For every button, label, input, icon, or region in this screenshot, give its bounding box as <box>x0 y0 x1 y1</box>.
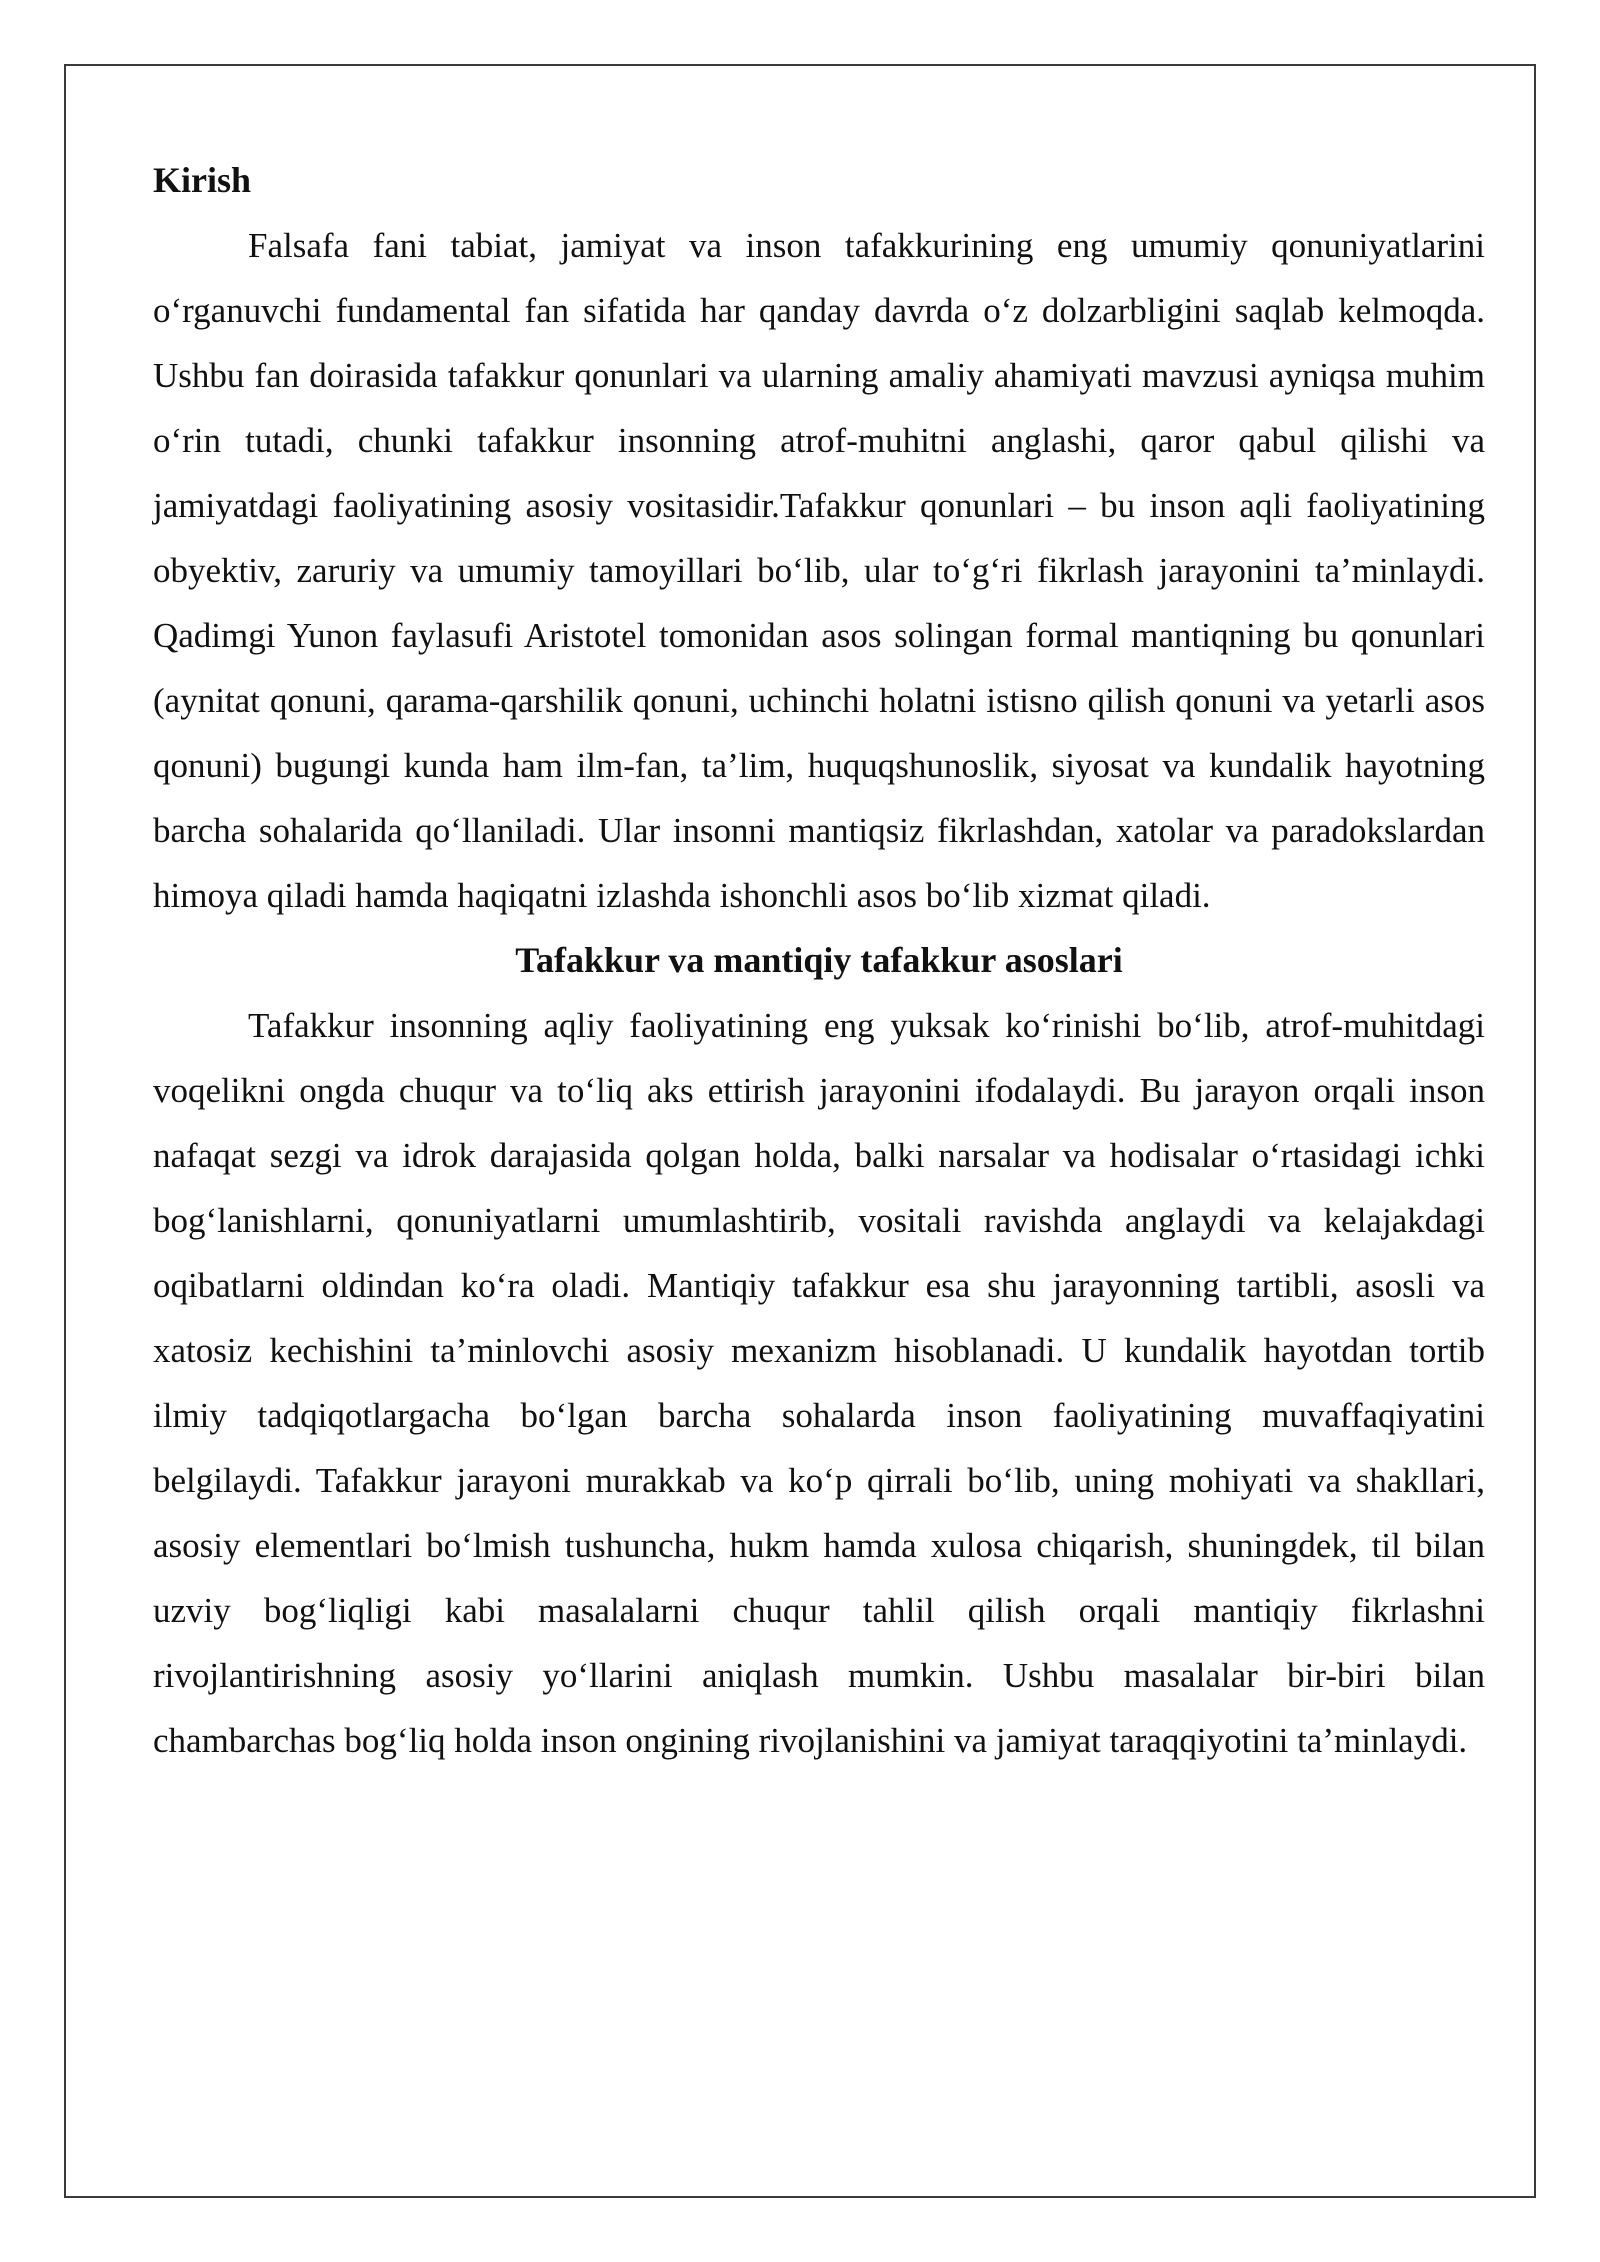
document-body <box>153 148 1485 1773</box>
section1-paragraph: Tafakkur insonning aqliy faoliyatining eng yuksak ko‘rinishi bo‘lib, atrof-muhitdagi voqelikni ongda chuqur va to‘liq aks ettirish jarayonini ifodalaydi. Bu jarayon orqali inson nafaqat sezgi va idrok darajasida qolgan holda, balki narsalar va hodisalar o‘rtasidagi ichki bog‘lanishlarni, qonuniyatlarni umumlashtirib, vositali ravishda anglaydi va kelajakdagi oqibatlarni oldindan ko‘ra oladi. Mantiqiy tafakkur esa shu jarayonning tartibli, asosli va xatosiz kechishini ta’minlovchi asosiy mexanizm hisoblanadi. U kundalik hayotdan tortib ilmiy tadqiqotlargacha bo‘lgan barcha sohalarda inson faoliyatining muvaffaqiyatini belgilaydi. Tafakkur jarayoni murakkab va ko‘p qirrali bo‘lib, uning mohiyati va shakllari, asosiy elementlari bo‘lmish tushuncha, hukm hamda xulosa chiqarish, shuningdek, til bilan uzviy bog‘liqligi kabi masalalarni chuqur tahlil qilish orqali mantiqiy fikrlashni rivojlantirishning asosiy yo‘llarini aniqlash mumkin. Ushbu masalalar bir-biri bilan chambarchas bog‘liq holda inson ongining rivojlanishini va jamiyat taraqqiyotini ta’minlaydi. <box>153 1006 1485 1760</box>
section1-heading: Tafakkur va mantiqiy tafakkur asoslari <box>515 940 1123 980</box>
intro-paragraph: Falsafa fani tabiat, jamiyat va inson tafakkurining eng umumiy qonuniyatlarini o‘rganuvchi fundamental fan sifatida har qanday davrda o‘z dolzarbligini saqlab kelmoqda. Ushbu fan doirasida tafakkur qonunlari va ularning amaliy ahamiyati mavzusi ayniqsa muhim o‘rin tutadi, chunki tafakkur insonning atrof-muhitni anglashi, qaror qabul qilishi va jamiyatdagi faoliyatining asosiy vositasidir.Tafakkur qonunlari – bu inson aqli faoliyatining obyektiv, zaruriy va umumiy tamoyillari bo‘lib, ular to‘g‘ri fikrlash jarayonini ta’minlaydi. Qadimgi Yunon faylasufi Aristotel tomonidan asos solingan formal mantiqning bu qonunlari (aynitat qonuni, qarama-qarshilik qonuni, uchinchi holatni istisno qilish qonuni va yetarli asos qonuni) bugungi kunda ham ilm-fan, ta’lim, huquqshunoslik, siyosat va kundalik hayotning barcha sohalarida qo‘llaniladi. Ular insonni mantiqsiz fikrlashdan, xatolar va paradokslardan himoya qiladi hamda haqiqatni izlashda ishonchli asos bo‘lib xizmat qiladi. <box>153 226 1485 915</box>
intro-heading: Kirish <box>153 160 252 200</box>
